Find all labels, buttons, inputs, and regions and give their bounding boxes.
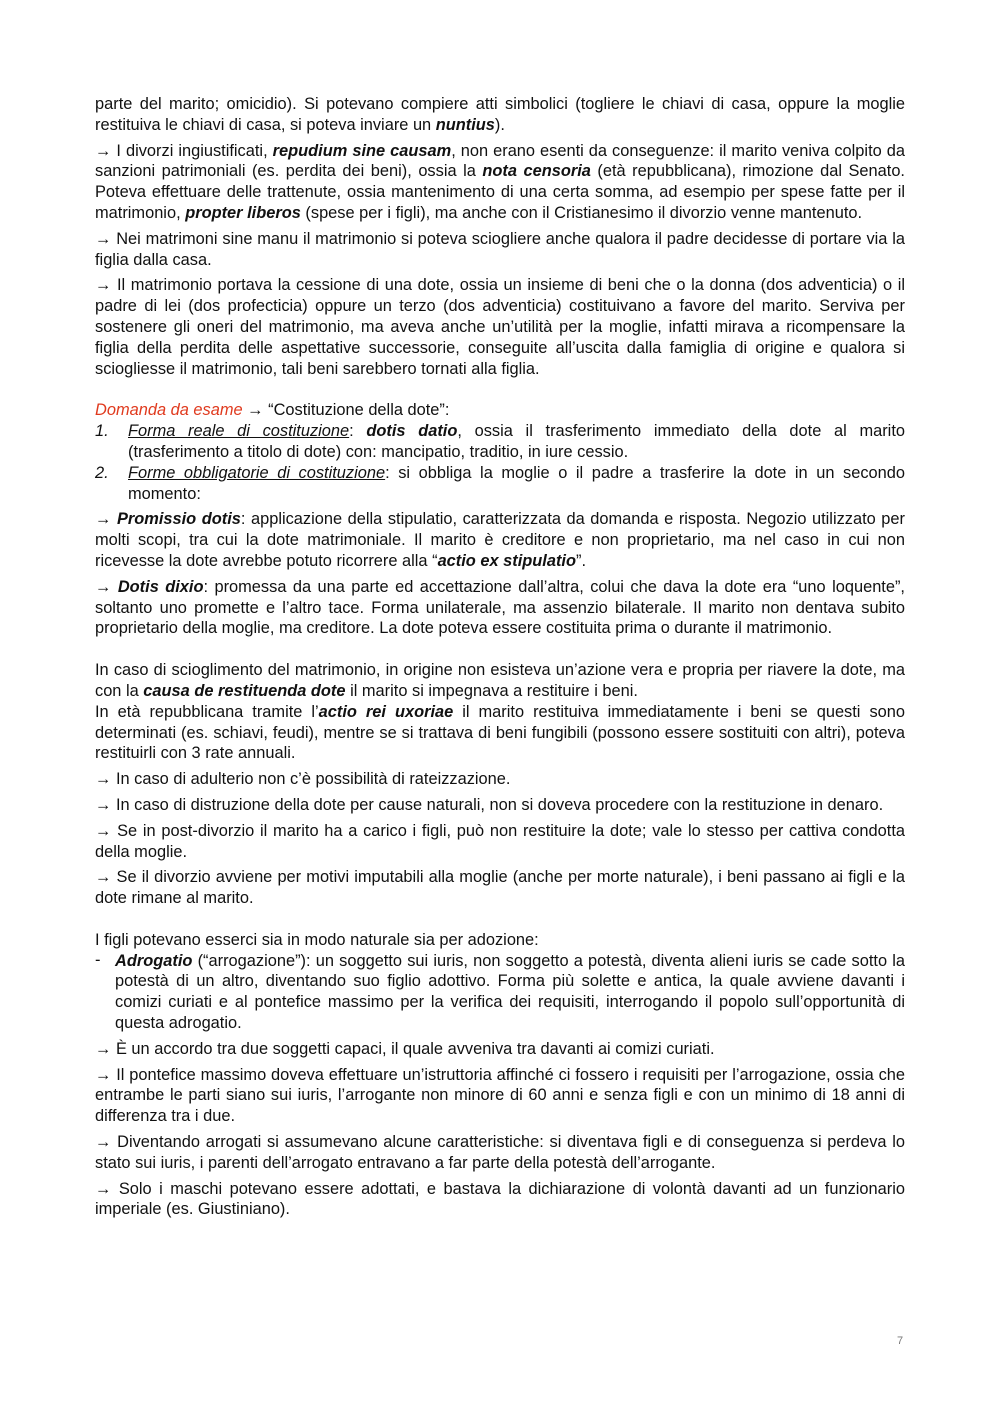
- term-actio-ex-stipulatio: actio ex stipulatio: [437, 551, 577, 570]
- exam-label: Domanda da esame: [95, 401, 243, 420]
- term-adrogatio: Adrogatio: [115, 951, 193, 970]
- text: →: [95, 510, 117, 529]
- list-number: 2.: [95, 463, 109, 482]
- exam-question-heading: [95, 400, 905, 421]
- text: (“arrogazione”): un soggetto sui iuris, non soggetto a potestà, diventa alieni iuris se cade sotto la potestà di un altro, diventando suo figlio adottivo. Forma più solette e antica, la quale avviene davanti i comizi curiati e al pontefice massimo per la verifica dei requisiti, interrogando il popolo sull’opportunità di questa adrogatio.: [115, 951, 905, 1033]
- text: il marito restituiva immediatamente i beni se questi sono determinati (es. schiavi, feudi), mentre se si trattava di beni fungibili (possono essere sostituiti con altri), poteva restituirli con 3 rate annuali.: [95, 702, 905, 763]
- paragraph-arrogati: → Diventando arrogati si assumevano alcune caratteristiche: si diventava figli e di conseguenza si perdeva lo stato sui iuris, i parenti dell’arrogato entravano a far parte della potestà dell’arrogante.: [95, 1133, 905, 1172]
- text: :: [349, 422, 367, 441]
- paragraph-actio-rei-uxoriae: [95, 702, 905, 764]
- paragraph-motivi-moglie: → Se il divorzio avviene per motivi imputabili alla moglie (anche per morte naturale), i beni passano ai figli e la dote rimane al marito.: [95, 868, 905, 908]
- page-content: [95, 94, 905, 1220]
- paragraph-figli: I figli potevano esserci sia in modo naturale sia per adozione:: [95, 930, 539, 949]
- text: il marito si impegnava a restituire i beni.: [345, 681, 638, 700]
- list-item-adrogatio: [95, 951, 905, 1034]
- paragraph-dote: → Il matrimonio portava la cessione di una dote, ossia un insieme di beni che o la donna (dos adventicia) o il padre di lei (dos profecticia) oppure un terzo (dos adventicia) costituivano a favore del marito. Serviva per sostenere gli oneri del matrimonio, ma aveva anche un’utilità per la moglie, infatti mirava a ricompensare la figlia della perdita delle aspettative successorie, conseguite all’uscita dalla famiglia di origine e qualora si sciogliesse il matrimonio, tali beni sarebbero tornati alla figlia.: [95, 276, 905, 378]
- term-actio-rei-uxoriae: actio rei uxoriae: [318, 702, 454, 721]
- term-promissio-dotis: Promissio dotis: [116, 510, 241, 529]
- paragraph-sine-manu: → Nei matrimoni sine manu il matrimonio si poteva sciogliere anche qualora il padre decidesse di portare via la figlia dalla casa.: [95, 229, 905, 269]
- text: , ossia il trasferimento immediato della dote al marito (trasferimento a titolo di dote) con: mancipatio, traditio, in iure cessio.: [128, 422, 905, 461]
- exam-topic: → “Costituzione della dote”:: [242, 401, 450, 420]
- text: : applicazione della stipulatio, caratterizzata da domanda e risposta. Negozio utilizzato per molti scopi, tra cui la dote matrimoniale. Il marito è creditore e non proprietario, ma nel caso in cui non ricevesse la dote avrebbe potuto ricorrere alla “: [95, 510, 905, 570]
- text: , non erano esenti da conseguenze: il marito veniva colpito da sanzioni patrimoniali (es. perdita dei beni), ossia la: [95, 141, 905, 181]
- paragraph-unjustified-divorce: [95, 141, 905, 224]
- list-number: 1.: [95, 422, 109, 441]
- paragraph-post-divorzio: → Se in post-divorzio il marito ha a carico i figli, può non restituire la dote; vale lo stesso per cattiva condotta della moglie.: [95, 821, 905, 861]
- term-causa-de-restituenda-dote: causa de restituenda dote: [143, 681, 346, 700]
- paragraph-maschi: → Solo i maschi potevano essere adottati, e bastava la dichiarazione di volontà davanti ad un funzionario imperiale (es. Giustiniano).: [95, 1179, 905, 1219]
- term-dotis-dixio: Dotis dixio: [117, 577, 204, 596]
- page-number: 7: [897, 1335, 904, 1347]
- text: ).: [494, 115, 505, 134]
- list-item: [95, 421, 905, 463]
- paragraph-accordo: → È un accordo tra due soggetti capaci, il quale avveniva tra davanti ai comizi curiati.: [95, 1039, 715, 1058]
- term-nota-censoria: nota censoria: [482, 162, 591, 181]
- text: (spese per i figli), ma anche con il Cristianesimo il divorzio venne mantenuto.: [300, 203, 863, 222]
- paragraph-dotis-dixio: [95, 577, 905, 639]
- paragraph-scioglimento: [95, 660, 905, 702]
- text: (età repubblicana), rimozione dal Senato. Poteva effettuare delle trattenute, ossia mantenimento di una certa somma, ad esempio per spese fatte per il matrimonio,: [95, 162, 905, 222]
- term-nuntius: nuntius: [435, 115, 495, 134]
- paragraph-adulterio: → In caso di adulterio non c’è possibilità di rateizzazione.: [95, 770, 511, 789]
- paragraph-pontefice: → Il pontefice massimo doveva effettuare un’istruttoria affinché ci fossero i requisiti per l’arrogazione, ossia che entrambe le parti siano sui iuris, l’arrogante non minore di 60 anni e senza figli e con un minimo di 18 anni di differenza tra i due.: [95, 1065, 905, 1126]
- list-item: [95, 463, 905, 505]
- paragraph-distruzione: → In caso di distruzione della dote per cause naturali, non si doveva procedere con la restituzione in denaro.: [95, 795, 884, 814]
- term-repudium: repudium sine causam: [272, 141, 452, 160]
- text: ”.: [576, 551, 587, 570]
- list-heading: Forma reale di costituzione: [128, 422, 350, 441]
- text: →: [95, 577, 118, 596]
- list-heading: Forme obbligatorie di costituzione: [128, 463, 386, 482]
- text: : si obbliga la moglie o il padre a trasferire la dote in un secondo momento:: [128, 463, 906, 503]
- text: parte del marito; omicidio). Si potevano compiere atti simbolici (togliere le chiavi di casa, oppure la moglie restituiva le chiavi di casa, si poteva inviare un: [95, 95, 905, 134]
- text: In età repubblicana tramite l’: [95, 702, 319, 721]
- term-propter-liberos: propter liberos: [185, 203, 301, 222]
- paragraph-promissio-dotis: [95, 509, 905, 571]
- text: → I divorzi ingiustificati,: [95, 141, 273, 160]
- paragraph-symbolic-acts: [95, 94, 905, 136]
- dash-bullet: -: [95, 950, 101, 969]
- text: : promessa da una parte ed accettazione dall’altra, colui che dava la dote era “uno loquente”, soltanto uno promette e l’altro tace. Forma unilaterale, ma assenzio bilaterale. Il marito non dentava subito proprietario della moglie, ma creditore. La dote poteva essere costituita prima o durante il matrimonio.: [95, 577, 905, 638]
- term-dotis-datio: dotis datio: [366, 422, 458, 441]
- text: In caso di scioglimento del matrimonio, in origine non esisteva un’azione vera e propria per riavere la dote, ma con la: [95, 661, 905, 700]
